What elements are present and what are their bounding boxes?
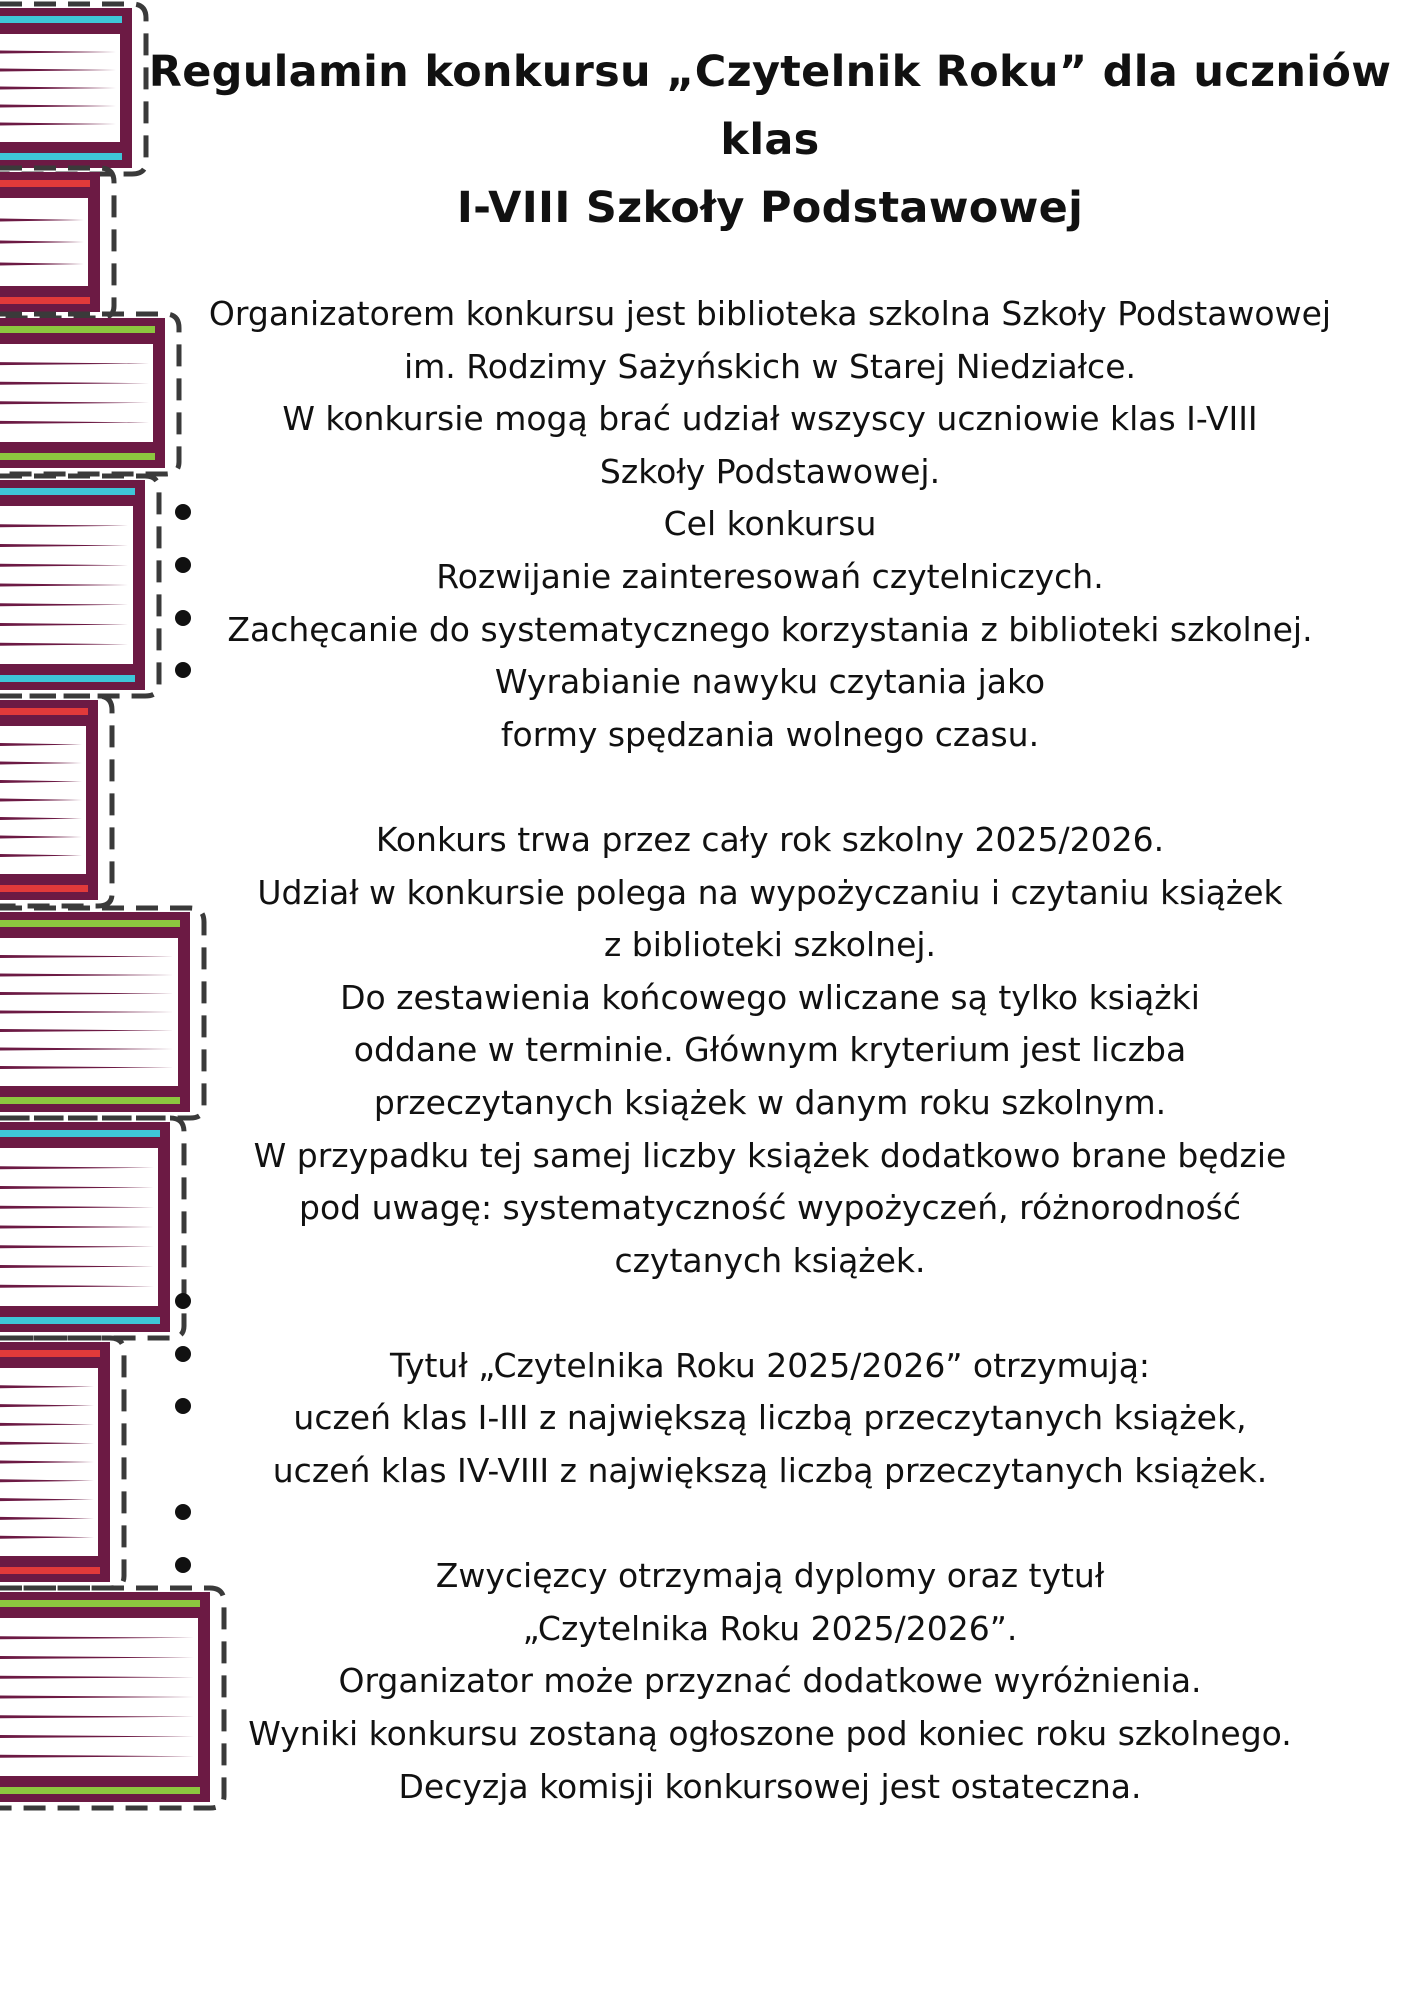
intro-line: Organizatorem konkursu jest biblioteka szkolna Szkoły Podstawowej — [208, 294, 1332, 333]
book-stripe — [0, 153, 122, 160]
goal-item: Zachęcanie do systematycznego korzystania z biblioteki szkolnej. — [227, 609, 1313, 649]
bullet-icon — [175, 557, 191, 573]
rule-line: Udział w konkursie polega na wypożyczaniu i czytaniu książek — [257, 872, 1283, 912]
book-stripe — [0, 675, 135, 682]
award-item: uczeń klas I-III z największą liczbą przeczytanych książek, — [293, 1398, 1247, 1438]
bullet-icon — [175, 1504, 191, 1520]
book-stripe — [0, 488, 135, 495]
book-stripe — [0, 326, 155, 333]
goal-item: formy spędzania wolnego czasu. — [500, 714, 1040, 754]
book-stripe — [0, 1130, 160, 1137]
book-stripe — [0, 180, 90, 187]
final-section — [140, 1550, 1400, 1813]
award-heading: Tytuł „Czytelnika Roku 2025/2026” otrzymują: — [389, 1345, 1151, 1385]
book-stripe — [0, 1317, 160, 1324]
bullet-icon — [175, 1346, 191, 1362]
book-stripe — [0, 16, 122, 23]
regulations-document — [140, 38, 1400, 1813]
book-stripe — [0, 708, 88, 715]
bullet-icon — [175, 610, 191, 626]
intro-line: W konkursie mogą brać udział wszyscy uczniowie klas I-VIII — [282, 399, 1258, 439]
bullet-icon — [175, 1293, 191, 1309]
bullet-icon — [175, 504, 191, 520]
awards-list — [140, 1392, 1400, 1497]
goals-list — [140, 551, 1400, 761]
book-pages — [0, 344, 153, 442]
goal-item: Rozwijanie zainteresowań czytelniczych. — [436, 556, 1104, 596]
book-stripe — [0, 453, 155, 460]
rule-line: przeczytanych książek w danym roku szkolnym. — [373, 1082, 1167, 1122]
book-stripe — [0, 885, 88, 892]
intro-section — [140, 288, 1400, 498]
final-line: Wyniki konkursu zostaną ogłoszone pod koniec roku szkolnego. — [248, 1714, 1292, 1754]
rule-line: czytanych książek. — [614, 1240, 926, 1280]
title-line-1: Regulamin konkursu „Czytelnik Roku” dla uczniów klas — [148, 47, 1392, 165]
rule-line: oddane w terminie. Głównym kryterium jest liczba — [353, 1030, 1187, 1070]
rule-line: z biblioteki szkolnej. — [603, 925, 937, 965]
rules-section — [140, 814, 1400, 1287]
book-stripe — [0, 1350, 100, 1357]
intro-line: Szkoły Podstawowej. — [599, 451, 941, 491]
book-stripe — [0, 1567, 100, 1574]
bullet-icon — [175, 1398, 191, 1414]
final-line: Zwycięzcy otrzymają dyplomy oraz tytuł — [435, 1556, 1105, 1596]
rule-line: Konkurs trwa przez cały rok szkolny 2025/2026. — [375, 819, 1165, 859]
document-title — [140, 38, 1400, 242]
final-line: Organizator może przyznać dodatkowe wyróżnienia. — [338, 1661, 1202, 1701]
final-line: „Czytelnika Roku 2025/2026”. — [522, 1608, 1018, 1648]
rule-line: pod uwagę: systematyczność wypożyczeń, różnorodność — [299, 1188, 1241, 1228]
title-line-2: I-VIII Szkoły Podstawowej — [456, 183, 1084, 233]
book-stripe — [0, 297, 90, 304]
bullet-icon — [175, 662, 191, 678]
goal-item: Wyrabianie nawyku czytania jako — [494, 662, 1046, 702]
final-line: Decyzja komisji konkursowej jest ostateczna. — [398, 1766, 1142, 1806]
goal-heading: Cel konkursu — [663, 504, 877, 544]
intro-line: im. Rodzimy Sażyńskich w Starej Niedziałce. — [403, 346, 1136, 386]
rule-line: Do zestawienia końcowego wliczane są tylko książki — [340, 977, 1200, 1017]
rule-line: W przypadku tej samej liczby książek dodatkowo brane będzie — [253, 1135, 1287, 1175]
award-item: uczeń klas IV-VIII z największą liczbą przeczytanych książek. — [272, 1451, 1268, 1491]
bullet-icon — [175, 1557, 191, 1573]
